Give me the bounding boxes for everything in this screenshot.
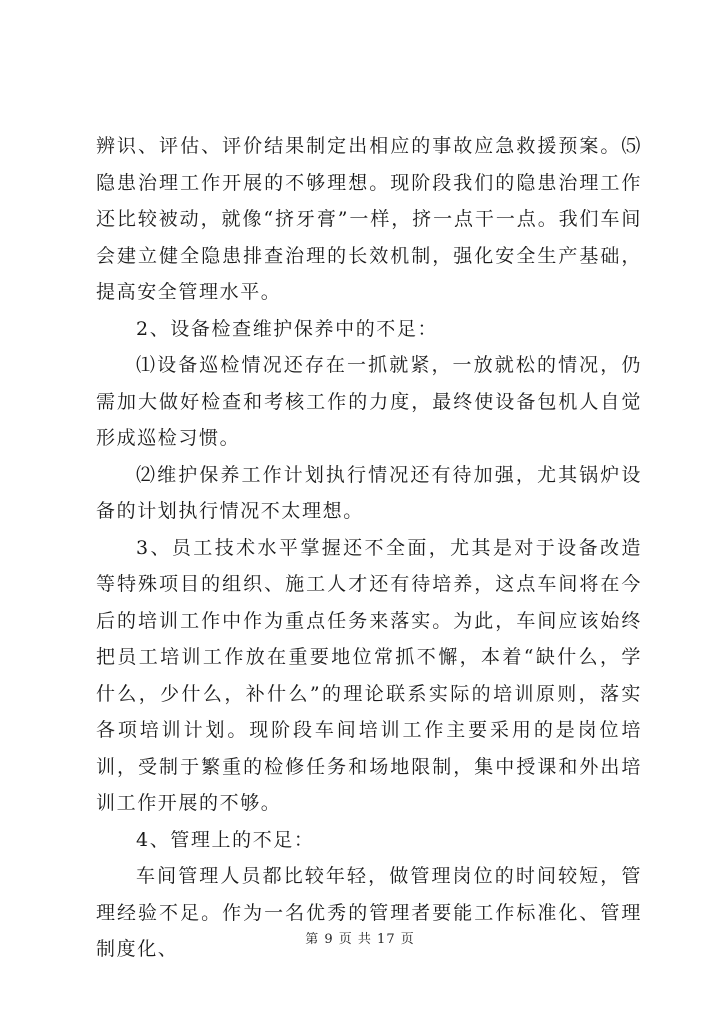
paragraph-management: 车间管理人员都比较年轻，做管理岗位的时间较短，管理经验不足。作为一名优秀的管理者要能工作标准化、管理制度化、 xyxy=(96,865,642,960)
paragraph-item-1: ⑴设备巡检情况还存在一抓就紧，一放就松的情况，仍需加大做好检查和考核工作的力度，最终使设备包机人自觉形成巡检习惯。 xyxy=(96,354,642,449)
paragraph-item-2: ⑵维护保养工作计划执行情况还有待加强，尤其锅炉设备的计划执行情况不太理想。 xyxy=(96,463,642,522)
page-footer: 第 9 页 共 17 页 xyxy=(305,932,415,947)
body-text xyxy=(96,128,642,968)
section-paragraph-3: 3、员工技术水平掌握还不全面，尤其是对于设备改造等特殊项目的组织、施工人才还有待培养，这点车间将在今后的培训工作中作为重点任务来落实。为此，车间应该始终把员工培训工作放在重要地位常抓不懈，本着“缺什么，学什么，少什么，补什么”的理论联系实际的培训原则，落实各项培训计划。现阶段车间培训工作主要采用的是岗位培训，受制于繁重的检修任务和场地限制，集中授课和外出培训工作开展的不够。 xyxy=(96,536,642,814)
section-heading-4: 4、管理上的不足： xyxy=(136,828,315,851)
section-heading-2: 2、设备检查维护保养中的不足： xyxy=(136,317,439,340)
paragraph-continuation: 辨识、评估、评价结果制定出相应的事故应急救援预案。⑸隐患治理工作开展的不够理想。现阶段我们的隐患治理工作还比较被动，就像“挤牙膏”一样，挤一点干一点。我们车间会建立健全隐患排查治理的长效机制，强化安全生产基础，提高安全管理水平。 xyxy=(96,135,642,303)
